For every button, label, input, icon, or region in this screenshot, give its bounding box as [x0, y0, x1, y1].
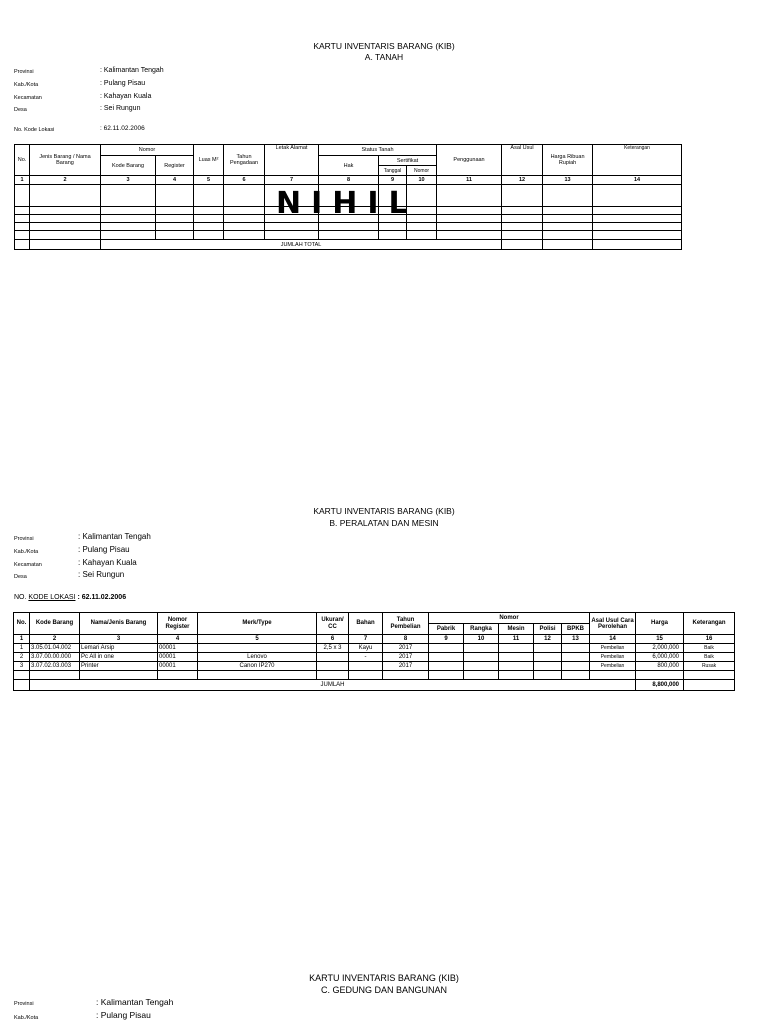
b-hdr-keterangan: Keterangan — [684, 613, 735, 635]
a-colnum: 3 — [101, 176, 156, 185]
b-kabkota-label: Kab./Kota — [14, 549, 39, 555]
a-colnum: 8 — [319, 176, 379, 185]
b-colnum: 1 — [14, 635, 30, 644]
b-kode-lokasi-no: NO. — [14, 594, 27, 601]
row-rangka — [464, 662, 499, 671]
a-provinsi-value: : Kalimantan Tengah — [100, 67, 164, 74]
a-hdr-tahun: Tahun Pengadaan — [224, 145, 265, 176]
row-register: 00001 — [158, 644, 198, 653]
b-hdr-harga: Harga — [636, 613, 684, 635]
row-keterangan: Baik — [684, 644, 735, 653]
b-hdr-ukuran: Ukuran/ CC — [317, 613, 349, 635]
a-hdr-kode: Kode Barang — [101, 156, 156, 176]
c-provinsi-label: Provinsi — [14, 1001, 34, 1007]
b-colnum: 14 — [590, 635, 636, 644]
row-pabrik — [429, 653, 464, 662]
row-ukuran — [317, 653, 349, 662]
row-pabrik — [429, 644, 464, 653]
a-hdr-tanggal: Tanggal — [379, 166, 407, 176]
row-no: 3 — [14, 662, 30, 671]
b-hdr-pabrik: Pabrik — [429, 624, 464, 635]
kib-b-subtitle: B. PERALATAN DAN MESIN — [329, 518, 439, 528]
a-hdr-jenis: Jenis Barang / Nama Barang — [30, 145, 101, 176]
b-kabkota-value: : Pulang Pisau — [78, 545, 130, 554]
a-kecamatan-value: : Kahayan Kuala — [100, 93, 152, 100]
b-provinsi-value: : Kalimantan Tengah — [78, 532, 151, 541]
row-kode: 3.07.02.03.003 — [30, 662, 80, 671]
row-tahun: 2017 — [383, 644, 429, 653]
b-hdr-merk: Merk/Type — [198, 613, 317, 635]
row-harga: 2,000,000 — [636, 644, 684, 653]
row-merk: Canon IP270 — [198, 662, 317, 671]
row-pabrik — [429, 662, 464, 671]
b-colnum: 6 — [317, 635, 349, 644]
row-mesin — [499, 662, 534, 671]
row-nama: Lemari Arsip — [80, 644, 158, 653]
b-hdr-no: No. — [14, 613, 30, 635]
row-rangka — [464, 653, 499, 662]
table-row — [14, 653, 735, 662]
b-colnum: 9 — [429, 635, 464, 644]
a-hdr-letak: Letak Alamat — [265, 145, 319, 176]
row-bahan: - — [349, 653, 383, 662]
row-harga: 800,000 — [636, 662, 684, 671]
a-provinsi-label: Provinsi — [14, 69, 34, 75]
row-nama: Pc All in one — [80, 653, 158, 662]
a-hdr-luas: Luas M² — [194, 145, 224, 176]
b-hdr-mesin: Mesin — [499, 624, 534, 635]
a-hdr-nomor: Nomor — [101, 145, 194, 156]
b-hdr-bahan: Bahan — [349, 613, 383, 635]
b-provinsi-label: Provinsi — [14, 536, 34, 542]
row-no: 1 — [14, 644, 30, 653]
a-hdr-nomor2: Nomor — [407, 166, 437, 176]
b-hdr-bpkb: BPKB — [562, 624, 590, 635]
row-bpkb — [562, 644, 590, 653]
table-row — [14, 662, 735, 671]
row-tahun: 2017 — [383, 653, 429, 662]
a-hdr-register: Register — [156, 156, 194, 176]
row-harga: 6,000,000 — [636, 653, 684, 662]
b-colnum: 7 — [349, 635, 383, 644]
c-kabkota-value: : Pulang Pisau — [96, 1010, 151, 1020]
row-kode: 3.05.01.04.002 — [30, 644, 80, 653]
a-kabkota-label: Kab./Kota — [14, 82, 39, 88]
table-row — [15, 223, 682, 231]
a-desa-value: : Sei Rungun — [100, 105, 141, 112]
table-row — [14, 644, 735, 653]
kib-b-title: KARTU INVENTARIS BARANG (KIB) — [313, 506, 455, 516]
a-colnum: 2 — [30, 176, 101, 185]
b-kecamatan-value: : Kahayan Kuala — [78, 558, 137, 567]
b-col-number-row — [14, 635, 735, 644]
a-colnum: 6 — [224, 176, 265, 185]
b-colnum: 13 — [562, 635, 590, 644]
row-merk — [198, 644, 317, 653]
a-colnum: 7 — [265, 176, 319, 185]
c-provinsi-value: : Kalimantan Tengah — [96, 997, 174, 1007]
b-colnum: 15 — [636, 635, 684, 644]
a-hdr-keterangan: Keterangan — [593, 145, 682, 176]
row-asal: Pembelian — [590, 644, 636, 653]
b-kode-lokasi-label: KODE LOKASI — [28, 594, 76, 601]
a-colnum: 14 — [593, 176, 682, 185]
b-jumlah-label: JUMLAH — [30, 680, 636, 691]
a-hdr-sertifikat: Sertifikat — [379, 156, 437, 166]
a-hdr-status: Status Tanah — [319, 145, 437, 156]
a-colnum: 9 — [379, 176, 407, 185]
b-desa-value: : Sei Rungun — [78, 570, 125, 579]
b-colnum: 11 — [499, 635, 534, 644]
a-kode-lokasi-value: : 62.11.02.2006 — [100, 125, 145, 132]
row-ukuran — [317, 662, 349, 671]
a-colnum: 13 — [543, 176, 593, 185]
row-mesin — [499, 644, 534, 653]
row-merk: Lenovo — [198, 653, 317, 662]
row-polisi — [534, 653, 562, 662]
table-row — [14, 671, 735, 680]
kib-a-title: KARTU INVENTARIS BARANG (KIB) — [313, 41, 455, 51]
b-kecamatan-label: Kecamatan — [14, 562, 42, 568]
b-desa-label: Desa — [14, 574, 27, 580]
row-asal: Pembelian — [590, 662, 636, 671]
row-mesin — [499, 653, 534, 662]
table-row — [15, 231, 682, 240]
row-bpkb — [562, 662, 590, 671]
a-colnum: 5 — [194, 176, 224, 185]
a-kabkota-value: : Pulang Pisau — [100, 80, 146, 87]
a-colnum: 1 — [15, 176, 30, 185]
a-colnum: 11 — [437, 176, 502, 185]
row-polisi — [534, 644, 562, 653]
b-colnum: 16 — [684, 635, 735, 644]
a-hdr-no: No. — [15, 145, 30, 176]
a-total-row — [15, 240, 682, 250]
b-total-row — [14, 680, 735, 691]
b-hdr-asal: Asal Usul Cara Perolehan — [590, 613, 636, 635]
row-register: 00001 — [158, 662, 198, 671]
a-hdr-asal: Asal Usul — [502, 145, 543, 176]
b-hdr-nomor: Nomor — [429, 613, 590, 624]
kib-b-table — [13, 612, 735, 691]
b-hdr-polisi: Polisi — [534, 624, 562, 635]
b-colnum: 5 — [198, 635, 317, 644]
row-asal: Pembelian — [590, 653, 636, 662]
kib-a-subtitle: A. TANAH — [364, 52, 404, 62]
a-kecamatan-label: Kecamatan — [14, 95, 42, 101]
b-hdr-tahun: Tahun Pembelian — [383, 613, 429, 635]
b-jumlah-total: 8,800,000 — [636, 680, 684, 691]
a-kode-lokasi-label: No. Kode Lokasi — [14, 127, 55, 133]
a-hdr-penggunaan: Penggunaan — [437, 145, 502, 176]
row-rangka — [464, 644, 499, 653]
b-colnum: 4 — [158, 635, 198, 644]
a-hdr-hak: Hak — [319, 156, 379, 176]
a-col-number-row — [15, 176, 682, 185]
kib-c-subtitle: C. GEDUNG DAN BANGUNAN — [320, 985, 447, 995]
b-colnum: 10 — [464, 635, 499, 644]
b-colnum: 12 — [534, 635, 562, 644]
a-colnum: 12 — [502, 176, 543, 185]
b-kode-lokasi-value: : 62.11.02.2006 — [77, 594, 127, 601]
row-bahan — [349, 662, 383, 671]
b-kode-lokasi — [14, 594, 126, 601]
row-polisi — [534, 662, 562, 671]
row-keterangan: Rusak — [684, 662, 735, 671]
row-keterangan: Baik — [684, 653, 735, 662]
row-kode: 3.07.00.00.000 — [30, 653, 80, 662]
row-no: 2 — [14, 653, 30, 662]
b-colnum: 8 — [383, 635, 429, 644]
b-hdr-register: Nomor Register — [158, 613, 198, 635]
row-nama: Printer — [80, 662, 158, 671]
row-bahan: Kayu — [349, 644, 383, 653]
a-hdr-harga: Harga Ribuan Rupiah — [543, 145, 593, 176]
a-colnum: 10 — [407, 176, 437, 185]
b-hdr-nama: Nama/Jenis Barang — [80, 613, 158, 635]
b-hdr-kode: Kode Barang — [30, 613, 80, 635]
b-colnum: 3 — [80, 635, 158, 644]
b-hdr-rangka: Rangka — [464, 624, 499, 635]
a-jumlah-total-label: JUMLAH TOTAL — [101, 240, 502, 250]
row-tahun: 2017 — [383, 662, 429, 671]
row-register: 00001 — [158, 653, 198, 662]
nihil-stamp: NIHIL — [276, 186, 418, 221]
row-bpkb — [562, 653, 590, 662]
kib-c-title: KARTU INVENTARIS BARANG (KIB) — [309, 973, 459, 983]
a-desa-label: Desa — [14, 107, 27, 113]
b-colnum: 2 — [30, 635, 80, 644]
row-ukuran: 2,5 x 3 — [317, 644, 349, 653]
c-kabkota-label: Kab./Kota — [14, 1015, 39, 1021]
a-colnum: 4 — [156, 176, 194, 185]
